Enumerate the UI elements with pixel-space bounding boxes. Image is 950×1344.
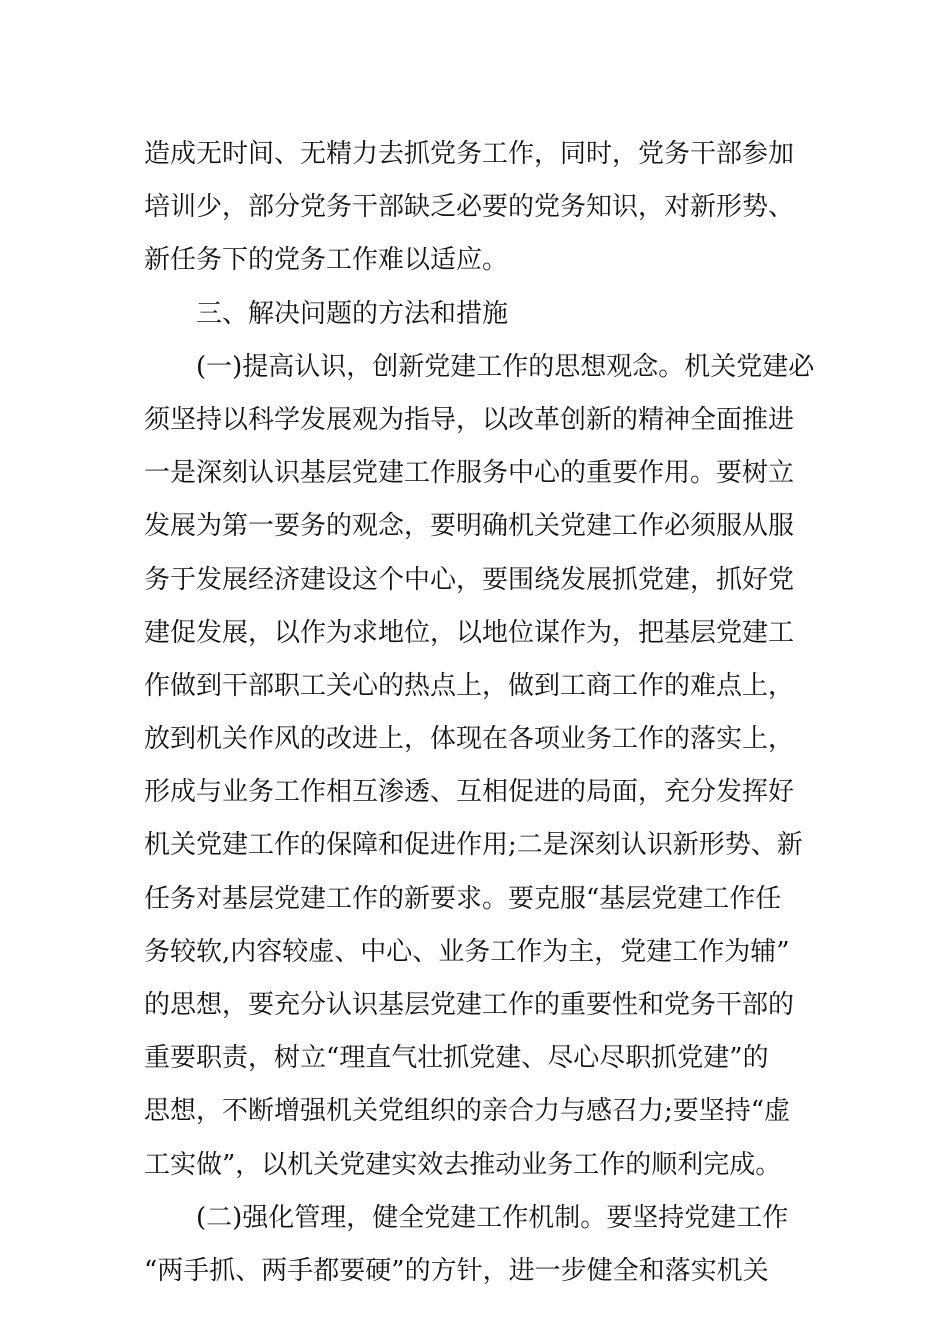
text-line: 发展为第一要务的观念，要明确机关党建工作必须服从服 <box>144 511 795 542</box>
text-line: 建促发展，以作为求地位，以地位谋作为，把基层党建工 <box>144 617 795 648</box>
text-line: 的思想，要充分认识基层党建工作的重要性和党务干部的 <box>144 990 795 1020</box>
text-line: 造成无时间、无精力去抓党务工作，同时，党务干部参加 <box>144 139 795 169</box>
text-line: 须坚持以科学发展观为指导，以改革创新的精神全面推进 <box>144 404 795 435</box>
text-line: 务较软,内容较虚、中心、业务工作为主，党建工作为辅” <box>144 936 790 967</box>
text-line: “两手抓、两手都要硬”的方针，进一步健全和落实机关 <box>144 1255 769 1286</box>
text-line: 机关党建工作的保障和促进作用;二是深刻认识新形势、新 <box>144 830 803 861</box>
text-line: 一是深刻认识基层党建工作服务中心的重要作用。要树立 <box>144 458 795 489</box>
text-line: 重要职责，树立“理直气壮抓党建、尽心尽职抓党建”的 <box>144 1043 769 1074</box>
text-line: 形成与业务工作相互渗透、互相促进的局面，充分发挥好 <box>144 777 795 808</box>
text-line: 作做到干部职工关心的热点上，做到工商工作的难点上， <box>144 670 795 701</box>
section-heading: 三、解决问题的方法和措施 <box>196 298 509 329</box>
document-body <box>144 128 824 1298</box>
text-line: (二)强化管理，健全党建工作机制。要坚持党建工作 <box>196 1202 789 1233</box>
text-line: 工实做”，以机关党建实效去推动业务工作的顺利完成。 <box>144 1149 782 1180</box>
text-line: 放到机关作风的改进上，体现在各项业务工作的落实上， <box>144 724 795 755</box>
text-line: 务于发展经济建设这个中心，要围绕发展抓党建，抓好党 <box>144 564 795 595</box>
text-line: (一)提高认识，创新党建工作的思想观念。机关党建必 <box>196 351 815 382</box>
text-line: 思想，不断增强机关党组织的亲合力与感召力;要坚持“虚 <box>144 1096 791 1127</box>
text-line: 任务对基层党建工作的新要求。要克服“基层党建工作任 <box>144 883 782 914</box>
text-line: 新任务下的党务工作难以适应。 <box>144 245 509 276</box>
text-line: 培训少，部分党务干部缺乏必要的党务知识，对新形势、 <box>144 192 795 223</box>
